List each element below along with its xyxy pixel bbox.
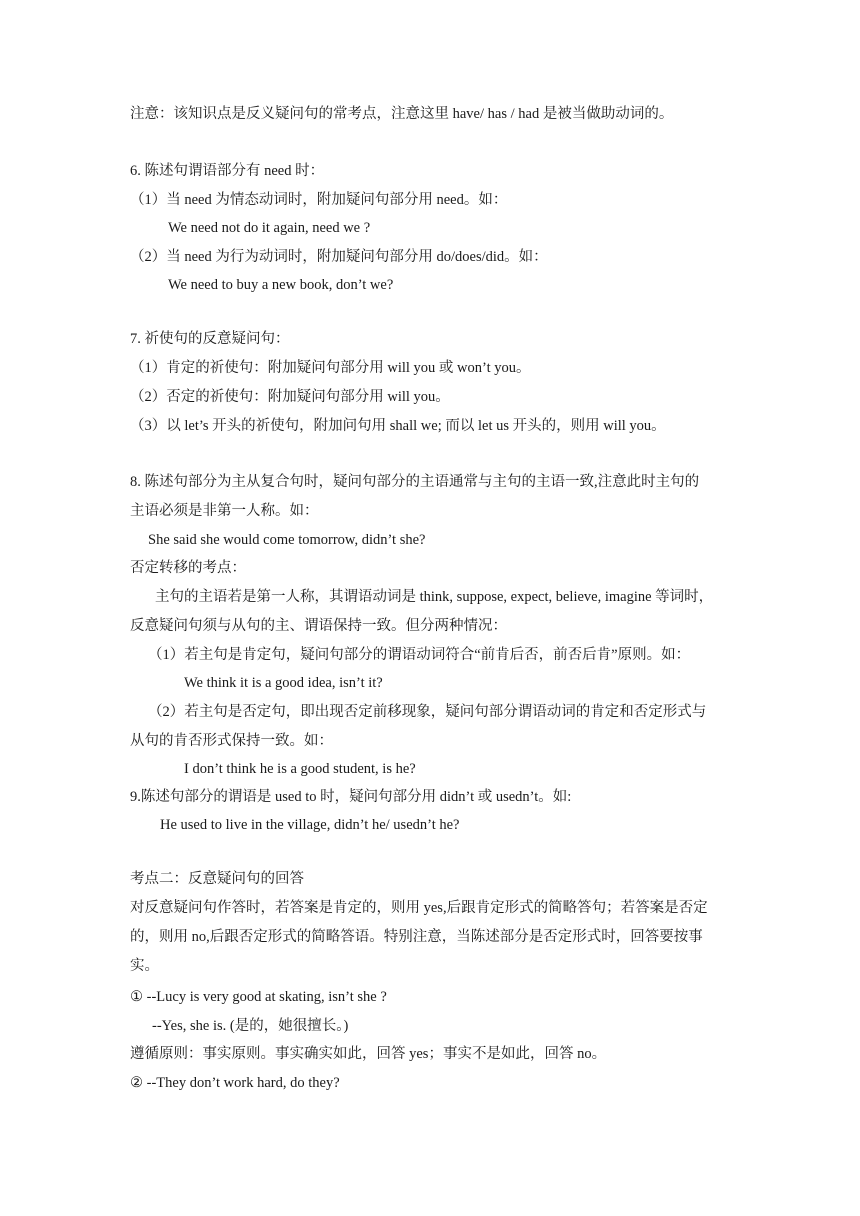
- rule-6-item-1-example: We need not do it again, need we ?: [168, 220, 371, 236]
- rule-9-example: He used to live in the village, didn’t he/ usedn’t he?: [160, 817, 460, 833]
- negation-case-2-line-1: （2）若主句是否定句，即出现否定前移现象，疑问句部分谓语动词的肯定和否定形式与: [148, 704, 707, 720]
- rule-8-line-1: 8. 陈述句部分为主从复合句时，疑问句部分的主语通常与主句的主语一致,注意此时主句的: [130, 474, 700, 490]
- rule-6-item-1: （1）当 need 为情态动词时，附加疑问句部分用 need。如：: [130, 192, 508, 208]
- rule-7-item-2: （2）否定的祈使句：附加疑问句部分用 will you。: [130, 389, 450, 405]
- negation-transfer-heading: 否定转移的考点：: [130, 560, 246, 576]
- answer-line-1: 对反意疑问句作答时，若答案是肯定的，则用 yes,后跟肯定形式的简略答句；若答案是否定: [130, 900, 708, 916]
- example-1-question: ① --Lucy is very good at skating, isn’t she ?: [130, 989, 387, 1005]
- negation-case-1-example: We think it is a good idea, isn’t it?: [184, 675, 383, 691]
- rule-6-heading: 6. 陈述句谓语部分有 need 时：: [130, 163, 325, 179]
- negation-line-1: 主句的主语若是第一人称，其谓语动词是 think, suppose, expect, believe, imagine 等词时，: [155, 589, 714, 605]
- answer-line-2: 的，则用 no,后跟否定形式的简略答语。特别注意，当陈述部分是否定形式时，回答要按事: [130, 929, 703, 945]
- answer-line-3: 实。: [130, 958, 159, 974]
- principle-line: 遵循原则：事实原则。事实确实如此，回答 yes；事实不是如此，回答 no。: [130, 1046, 607, 1062]
- rule-7-heading: 7. 祈使句的反意疑问句：: [130, 331, 290, 347]
- note-have-line: 注意：该知识点是反义疑问句的常考点，注意这里 have/ has / had 是被当做助动词的。: [130, 106, 674, 122]
- rule-6-item-2: （2）当 need 为行为动词时，附加疑问句部分用 do/does/did。如：: [130, 249, 548, 265]
- negation-case-2-line-2: 从句的肯否形式保持一致。如：: [130, 733, 333, 749]
- example-2-question: ② --They don’t work hard, do they?: [130, 1075, 340, 1091]
- example-1-answer: --Yes, she is. (是的，她很擅长。): [152, 1018, 349, 1034]
- negation-case-2-example: I don’t think he is a good student, is he?: [184, 761, 416, 777]
- rule-9: 9.陈述句部分的谓语是 used to 时，疑问句部分用 didn’t 或 usedn’t。如:: [130, 789, 572, 805]
- rule-6-item-2-example: We need to buy a new book, don’t we?: [168, 277, 394, 293]
- negation-line-2: 反意疑问句须与从句的主、谓语保持一致。但分两种情况：: [130, 618, 507, 634]
- rule-7-item-3: （3）以 let’s 开头的祈使句，附加问句用 shall we; 而以 let us 开头的，则用 will you。: [130, 418, 666, 434]
- rule-8-line-2: 主语必须是非第一人称。如：: [130, 503, 319, 519]
- rule-8-example: She said she would come tomorrow, didn’t she?: [148, 532, 426, 548]
- negation-case-1: （1）若主句是肯定句，疑问句部分的谓语动词符合“前肯后否，前否后肯”原则。如：: [148, 647, 691, 663]
- rule-7-item-1: （1）肯定的祈使句：附加疑问句部分用 will you 或 won’t you。: [130, 360, 531, 376]
- point-2-heading: 考点二：反意疑问句的回答: [130, 871, 304, 887]
